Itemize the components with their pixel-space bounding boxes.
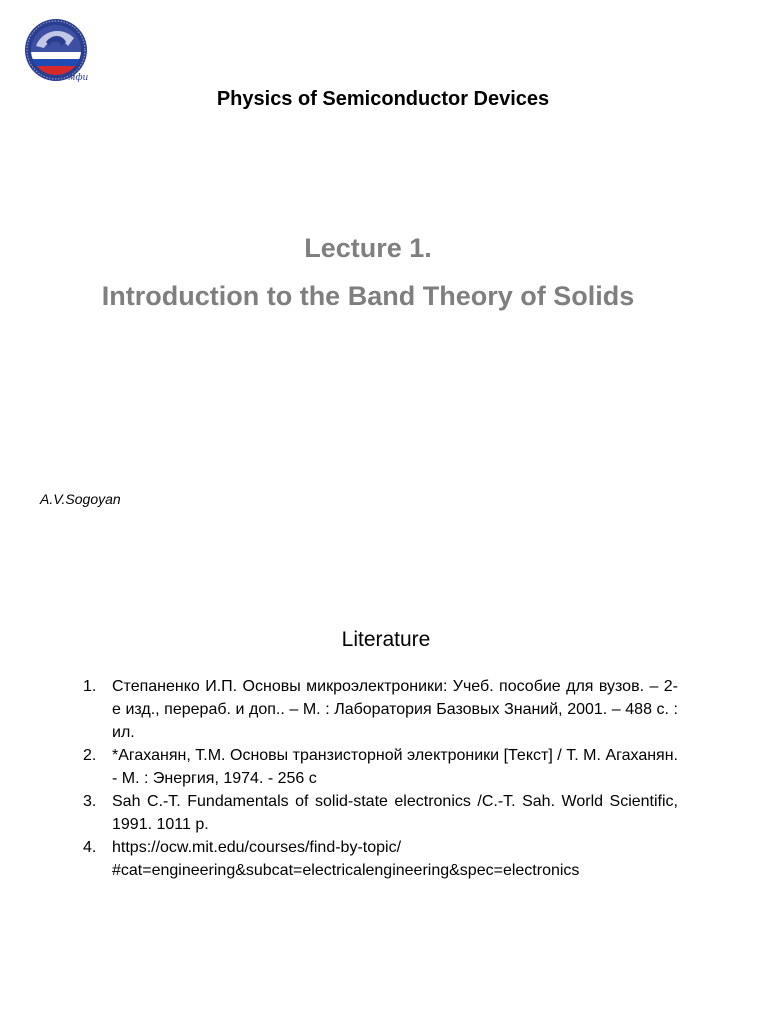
list-item — [80, 675, 678, 744]
list-item-number: 1. — [83, 678, 97, 695]
list-item-number: 3. — [83, 793, 97, 810]
literature-list — [80, 675, 678, 882]
list-item — [80, 790, 678, 836]
list-item-text: Sah C.-T. Fundamentals of solid-state electronics /C.-T. Sah. World Scientific, 1991. 1011 p. — [112, 793, 678, 833]
list-item-number: 2. — [83, 747, 97, 764]
list-item-number: 4. — [83, 839, 97, 856]
university-emblem-icon — [22, 16, 92, 84]
logo-text: мфи — [68, 73, 89, 83]
list-item-text: *Агаханян, Т.М. Основы транзисторной электроники [Текст] / Т. М. Агаханян. - М. : Энергия, 1974. - 256 с — [112, 747, 678, 787]
literature-heading: Literature — [341, 628, 431, 651]
list-item — [80, 744, 678, 790]
literature-link-line1[interactable]: https://ocw.mit.edu/courses/find-by-topic/ — [112, 839, 402, 856]
lecture-title: Introduction to the Band Theory of Solids — [101, 281, 635, 311]
lecture-title-block — [0, 224, 736, 320]
literature-link-line2[interactable]: #cat=engineering&subcat=electricalengineering&spec=electronics — [112, 862, 580, 879]
course-title: Physics of Semiconductor Devices — [216, 88, 550, 110]
lecture-number: Lecture 1. — [304, 233, 432, 263]
author-name: A.V.Sogoyan — [40, 491, 121, 507]
list-item — [80, 836, 678, 882]
list-item-text: Степаненко И.П. Основы микроэлектроники: Учеб. пособие для вузов. – 2-е изд., перераб. и доп.. – М. : Лаборатория Базовых Знаний, 2001. – 488 с. : ил. — [112, 678, 678, 741]
